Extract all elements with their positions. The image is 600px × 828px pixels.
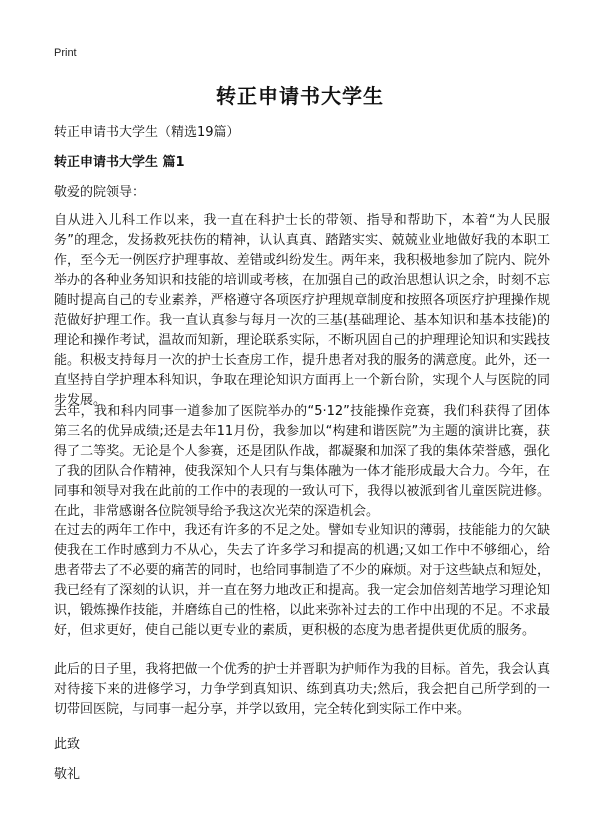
page-title: 转正申请书大学生 — [216, 84, 384, 108]
body-paragraph-2: 去年，我和科内同事一道参加了医院举办的“5·12”技能操作竞赛，我们科获得了团体第三名的优异成绩;还是去年11月份，我参加以“构建和谐医院”为主题的演讲比赛，获得了二等奖。无论是个人参赛，还是团队作战，都凝聚和加深了我的集体荣誉感，强化了我的团队合作精神，使我深知个人只有与集体融为一体才能形成最大合力。今年，在同事和领导对我在此前的工作中的表现的一致认可下，我得以被派到省儿童医院进修。在此，非常感谢各位院领导给予我这次光荣的深造机会。 — [54, 404, 550, 519]
salutation: 敬爱的院领导： — [54, 185, 146, 200]
body-paragraph-1: 自从进入儿科工作以来，我一直在科护士长的带领、指导和帮助下，本着“为人民服务”的理念，发扬救死扶伤的精神，认认真真、踏踏实实、兢兢业业地做好我的本职工作，至今无一例医疗护理事故、差错或纠纷发生。两年来，我积极地参加了院内、院外举办的各种业务知识和技能的培训或考核，在加强自己的政治思想认识之余，时刻不忘随时提高自己的专业素养，严格遵守各项医疗护理规章制度和按照各项医疗护理操作规范做好护理工作。我一直认真参与每月一次的三基(基础理论、基本知识和基本技能)的理论和操作考试，温故而知新，理论联系实际，不断巩固自己的护理理论知识和实践技能。积极支持每月一次的护士长查房工作，提升患者对我的服务的满意度。此外，还一直坚持自学护理本科知识，争取在理论知识方面再上一个新台阶，实现个人与医院的同步发展。 — [54, 213, 550, 408]
closing-salute: 敬礼 — [54, 767, 81, 782]
closing-greeting: 此致 — [54, 737, 81, 752]
section-heading: 转正申请书大学生 篇1 — [54, 155, 185, 170]
document-subtitle: 转正申请书大学生（精选19篇） — [54, 125, 240, 140]
body-paragraph-3: 在过去的两年工作中，我还有许多的不足之处。譬如专业知识的薄弱，技能能力的欠缺使我在工作时感到力不从心，失去了许多学习和提高的机遇;又如工作中不够细心，给患者带去了不必要的痛苦的同时，也给同事制造了不少的麻烦。对于这些缺点和短处，我已经有了深刻的认识，并一直在努力地改正和提高。我一定会加倍刻苦地学习理论知识，锻炼操作技能，并磨练自己的性格，以此来弥补过去的工作中出现的不足。不求最好，但求更好，使自己能以更专业的素质，更积极的态度为患者提供更优质的服务。 — [54, 523, 550, 638]
body-paragraph-4: 此后的日子里，我将把做一个优秀的护士并晋职为护师作为我的目标。首先，我会认真对待接下来的进修学习，力争学到真知识、练到真功夫;然后，我会把自己所学到的一切带回医院，与同事一起分享，并学以致用，完全转化到实际工作中来。 — [54, 662, 550, 717]
print-link[interactable]: Print — [54, 47, 77, 59]
